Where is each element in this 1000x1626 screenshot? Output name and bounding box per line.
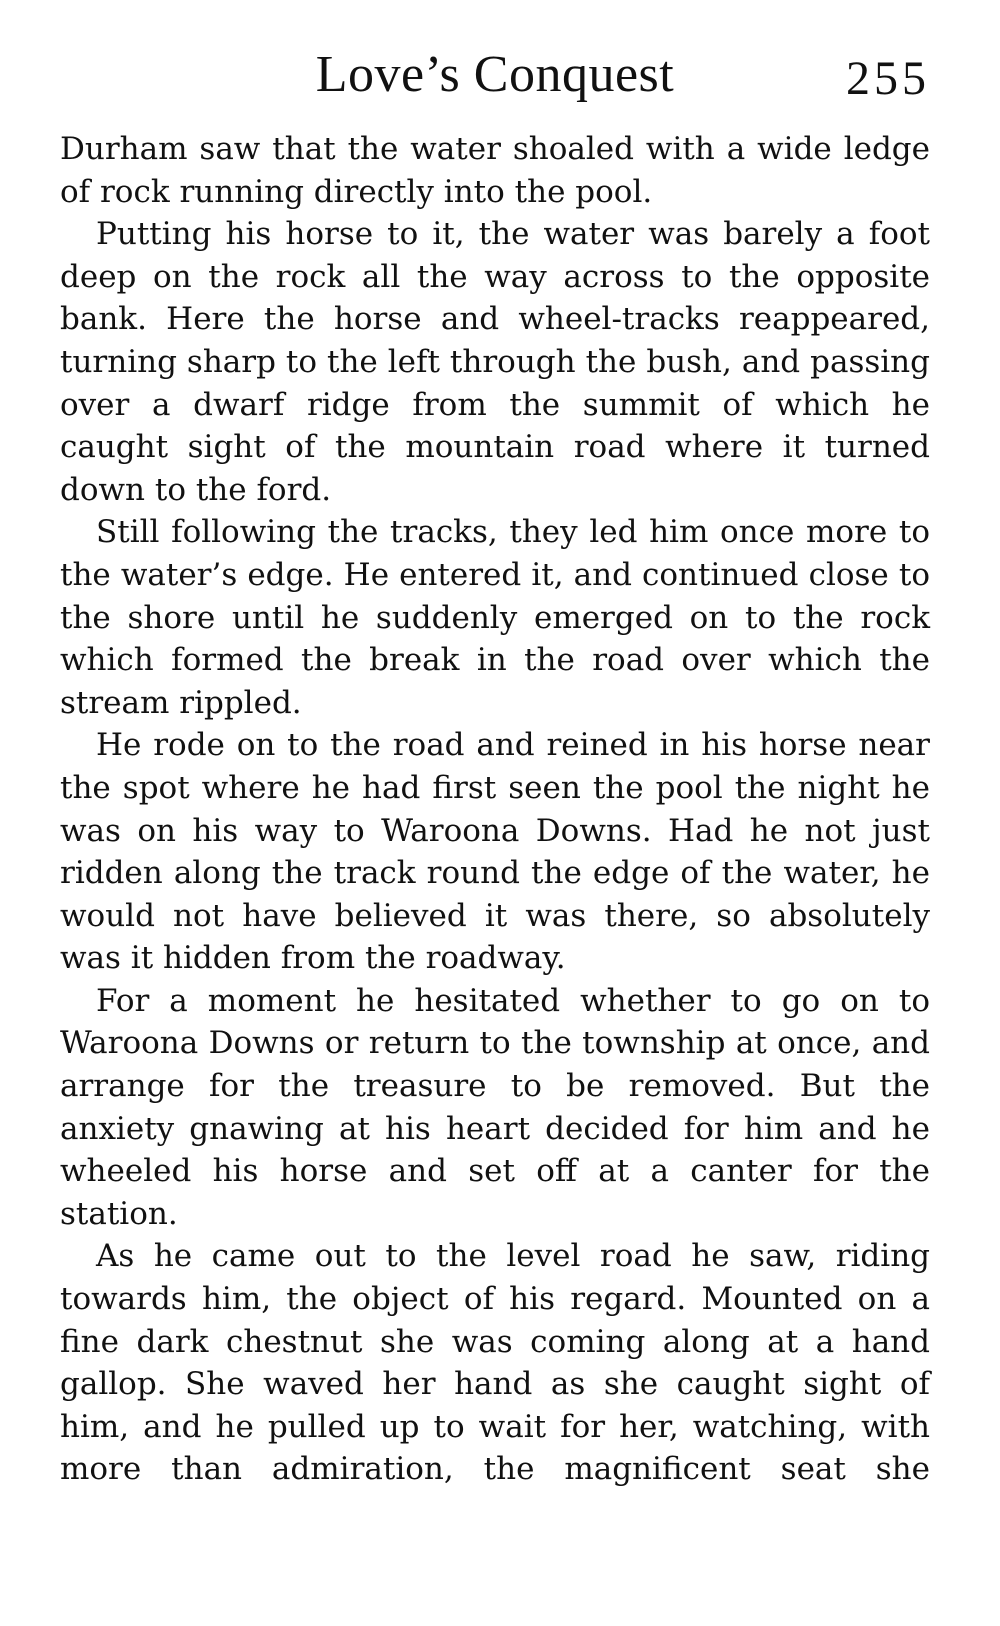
paragraph: As he came out to the level road he saw, riding towards him, the object of his regard. Mounted on a fine dark chestnut she was coming along at a hand gallop. She waved her hand as she caught sight of him, and he pulled up to wait for her, watching, with more than admiration, the magnificent seat she [60,1238,930,1488]
paragraph: Durham saw that the water shoaled with a wide ledge of rock running directly into the pool. [60,131,930,210]
body-text [60,128,930,1491]
paragraph: Still following the tracks, they led him once more to the water’s edge. He entered it, and continued close to the shore until he suddenly emerged on to the rock which formed the break in the road over which the stream rippled. [60,514,930,721]
paragraph: Putting his horse to it, the water was barely a foot deep on the rock all the way across to the opposite bank. Here the horse and wheel-tracks reappeared, turning sharp to the left through the bush, and passing over a dwarf ridge from the summit of which he caught sight of the mountain road where it turned down to the ford. [60,216,930,508]
running-title: Love’s Conquest [315,46,675,103]
page-number: 255 [846,52,930,105]
paragraph: For a moment he hesitated whether to go on to Waroona Downs or return to the township at once, and arrange for the treasure to be removed. But the anxiety gnawing at his heart decided for him and he wheeled his horse and set off at a canter for the station. [60,982,930,1232]
paragraph: He rode on to the road and reined in his horse near the spot where he had first seen the pool the night he was on his way to Waroona Downs. Had he not just ridden along the track round the edge of the water, he would not have believed it was there, so absolutely was it hidden from the roadway. [60,727,930,977]
running-head [60,40,930,110]
